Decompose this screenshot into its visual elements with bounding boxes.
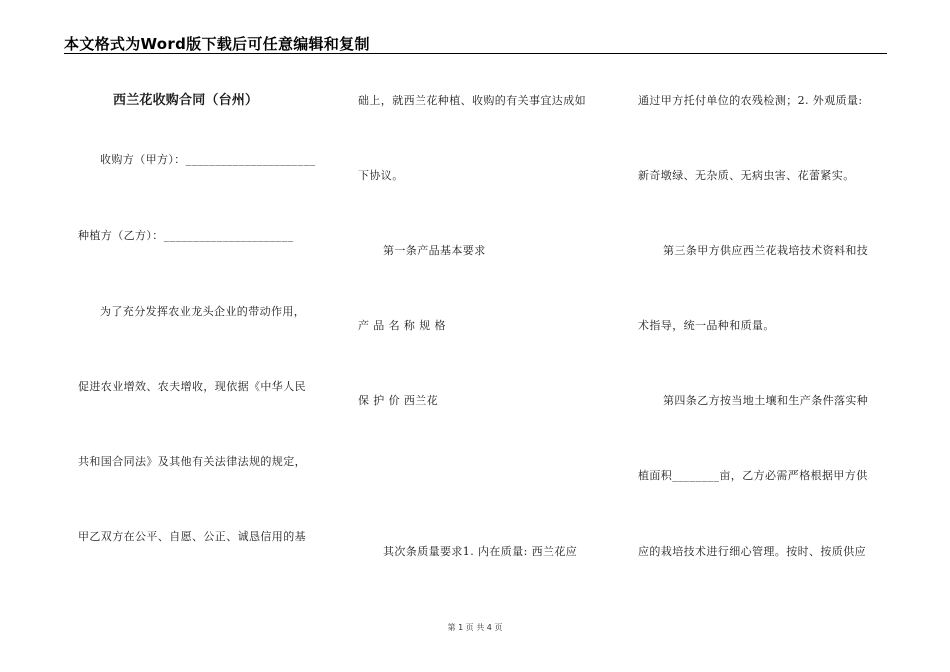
paragraph-line: 共和国合同法》及其他有关法律法规的规定，: [78, 455, 306, 468]
paragraph-line: 下协议。: [358, 169, 404, 182]
grower-field: 种植方（乙方）：______________________: [78, 229, 294, 242]
article-heading: 其次条质量要求1. 内在质量: 西兰花应: [383, 545, 578, 558]
paragraph-line: 促进农业增效、农夫增收，现依据《中华人民: [78, 380, 306, 393]
paragraph-line: 植面积________亩，乙方必需严格根据甲方供: [638, 469, 868, 482]
document-banner: 本文格式为Word版下载后可任意编辑和复制: [64, 35, 370, 53]
page-footer: 第 1 页 共 4 页: [447, 623, 503, 632]
paragraph-line: 应的栽培技术进行细心管理。按时、按质供应: [638, 545, 866, 558]
paragraph-line: 术指导，统一品种和质量。: [638, 319, 775, 332]
buyer-field: 收购方（甲方）：______________________: [100, 153, 316, 166]
table-row-line: 保 护 价 西兰花: [358, 394, 439, 407]
paragraph-line: 新奇墩绿、无杂质、无病虫害、花蕾紧实。: [638, 169, 855, 182]
table-header-line: 产 品 名 称 规 格: [358, 319, 446, 332]
contract-title: 西兰花收购合同（台州）: [113, 93, 259, 108]
paragraph-line: 为了充分发挥农业龙头企业的带动作用，: [100, 305, 306, 318]
paragraph-line: 甲乙双方在公平、自愿、公正、诚恳信用的基: [78, 530, 306, 543]
paragraph-line: 通过甲方托付单位的农残检测；2. 外观质量:: [638, 94, 863, 107]
article-heading: 第三条甲方供应西兰花栽培技术资料和技: [663, 244, 869, 257]
paragraph-line: 础上，就西兰花种植、收购的有关事宜达成如: [358, 94, 586, 107]
article-heading: 第一条产品基本要求: [383, 244, 486, 257]
article-heading: 第四条乙方按当地土壤和生产条件落实种: [663, 394, 869, 407]
header-rule: [64, 53, 887, 54]
